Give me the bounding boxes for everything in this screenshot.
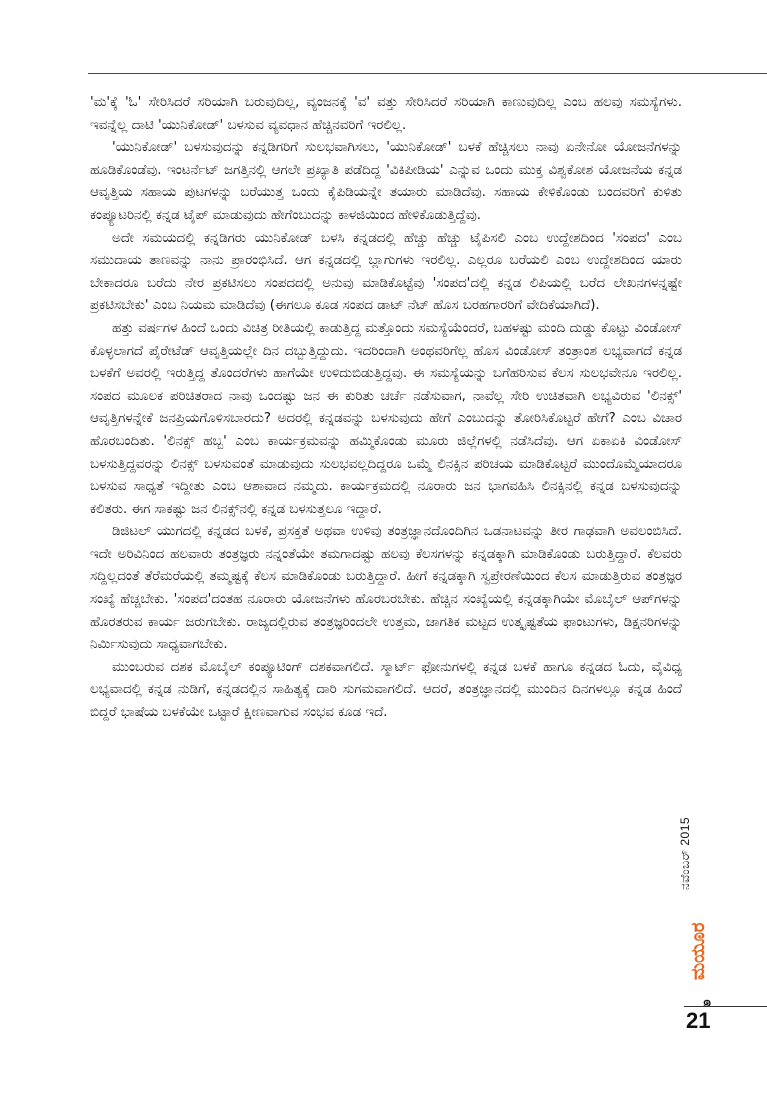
magazine-logo: ಮಯೂರ [688,922,709,980]
page-number: 21 [686,1008,711,1033]
paragraph: 'ಯುನಿಕೋಡ್' ಬಳಸುವುದನ್ನು ಕನ್ನಡಿಗರಿಗೆ ಸುಲಭವಾಗಿಸಲು, 'ಯುನಿಕೋಡ್' ಬಳಕೆ ಹೆಚ್ಚಿಸಲು ನಾವು ಏನೇನೋ ಯೋಜನೆಗಳನ್ನು ಹೂಡಿಕೊಂಡೆವು. ಇಂಟರ್ನೆಟ್ ಜಗತ್ತಿನಲ್ಲಿ ಆಗಲೇ ಪ್ರಖ್ಯಾತಿ ಪಡೆದಿದ್ದ 'ವಿಕಿಪೀಡಿಯ' ಎನ್ನುವ ಒಂದು ಮುಕ್ತ ವಿಶ್ವಕೋಶ ಯೋಜನೆಯ ಕನ್ನಡ ಆವೃತ್ತಿಯ ಸಹಾಯ ಪುಟಗಳನ್ನು ಬರೆಯುತ್ತ ಒಂದು ಕೈಪಿಡಿಯನ್ನೇ ತಯಾರು ಮಾಡಿದೆವು. ಸಹಾಯ ಕೇಳಿಕೊಂಡು ಬಂದವರಿಗೆ ಕುಳಿತು ಕಂಪ್ಯೂಟರಿನಲ್ಲಿ ಕನ್ನಡ ಟೈಪ್ ಮಾಡುವುದು ಹೇಗೆಂಬುದನ್ನು ಕಾಳಜಿಯಿಂದ ಹೇಳಿಕೊಡುತ್ತಿದ್ದೆವು. [90,140,682,223]
paragraph: ಡಿಜಿಟಲ್ ಯುಗದಲ್ಲಿ ಕನ್ನಡದ ಬಳಕೆ, ಪ್ರಸಕ್ತತೆ ಅಥವಾ ಉಳಿವು ತಂತ್ರಜ್ಞಾನದೊಂದಿಗಿನ ಒಡನಾಟವನ್ನು ತೀರ ಗಾಢವಾಗಿ ಅವಲಂಬಿಸಿದೆ. ಇದೇ ಅರಿವಿನಿಂದ ಹಲವಾರು ತಂತ್ರಜ್ಞರು ನನ್ನಂತೆಯೇ ತಮಗಾದಷ್ಟು ಹಲವು ಕೆಲಸಗಳನ್ನು ಕನ್ನಡಕ್ಕಾಗಿ ಮಾಡಿಕೊಂಡು ಬರುತ್ತಿದ್ದಾರೆ. ಕೆಲವರು ಸದ್ದಿಲ್ಲದಂತೆ ತೆರೆಮರೆಯಲ್ಲಿ ತಮ್ಮಷ್ಟಕ್ಕೆ ಕೆಲಸ ಮಾಡಿಕೊಂಡು ಬರುತ್ತಿದ್ದಾರೆ. ಹೀಗೆ ಕನ್ನಡಕ್ಕಾಗಿ ಸ್ವಪ್ರೇರಣೆಯಿಂದ ಕೆಲಸ ಮಾಡುತ್ತಿರುವ ತಂತ್ರಜ್ಞರ ಸಂಖ್ಯೆ ಹೆಚ್ಚಬೇಕು. 'ಸಂಪದ'ದಂತಹ ನೂರಾರು ಯೋಜನೆಗಳು ಹೊರಬರಬೇಕು. ಹೆಚ್ಚಿನ ಸಂಖ್ಯೆಯಲ್ಲಿ ಕನ್ನಡಕ್ಕಾಗಿಯೇ ಮೊಬೈಲ್ ಆಪ್‌ಗಳನ್ನು ಹೊರತರುವ ಕಾರ್ಯ ಜರುಗಬೇಕು. ರಾಜ್ಯದಲ್ಲಿರುವ ತಂತ್ರಜ್ಞರಿಂದಲೇ ಉತ್ತಮ, ಜಾಗತಿಕ ಮಟ್ಟದ ಉತ್ಕೃಷ್ಟತೆಯ ಫಾಂಟುಗಳು, ಡಿಕ್ಷನರಿಗಳನ್ನು ನಿರ್ಮಿಸುವುದು ಸಾಧ್ಯವಾಗಬೇಕು. [90,524,682,653]
issue-date: ನವೆಂಬರ್ 2015 [678,816,692,890]
paragraph: 'ಮ'ಕ್ಕೆ 'ಓ' ಸೇರಿಸಿದರೆ ಸರಿಯಾಗಿ ಬರುವುದಿಲ್ಲ, ವ್ಯಂಜನಕ್ಕೆ 'ವ' ವತ್ತು ಸೇರಿಸಿದರೆ ಸರಿಯಾಗಿ ಕಾಣುವುದಿಲ್ಲ ಎಂಬ ಹಲವು ಸಮಸ್ಯೆಗಳು. ಇವನ್ನೆಲ್ಲ ದಾಟಿ 'ಯುನಿಕೋಡ್' ಬಳಸುವ ವ್ಯವಧಾನ ಹೆಚ್ಚಿನವರಿಗೆ ಇರಲಿಲ್ಲ. [90,95,682,133]
article-body [90,92,682,725]
header-rule [88,73,767,74]
paragraph: ಅದೇ ಸಮಯದಲ್ಲಿ ಕನ್ನಡಿಗರು ಯುನಿಕೋಡ್ ಬಳಸಿ ಕನ್ನಡದಲ್ಲಿ ಹೆಚ್ಚು ಹೆಚ್ಚು ಟೈಪಿಸಲಿ ಎಂಬ ಉದ್ದೇಶದಿಂದ 'ಸಂಪದ' ಎಂಬ ಸಮುದಾಯ ತಾಣವನ್ನು ನಾನು ಪ್ರಾರಂಭಿಸಿದೆ. ಆಗ ಕನ್ನಡದಲ್ಲಿ ಬ್ಲಾಗುಗಳು ಇರಲಿಲ್ಲ. ಎಲ್ಲರೂ ಬರೆಯಲಿ ಎಂಬ ಉದ್ದೇಶದಿಂದ ಯಾರು ಬೇಕಾದರೂ ಬರೆದು ನೇರ ಪ್ರಕಟಿಸಲು ಸಂಪದದಲ್ಲಿ ಅನುವು ಮಾಡಿಕೊಟ್ಟೆವು 'ಸಂಪದ'ದಲ್ಲಿ ಕನ್ನಡ ಲಿಪಿಯಲ್ಲಿ ಬರೆದ ಲೇಖನಗಳನ್ನಷ್ಟೇ ಪ್ರಕಟಿಸಬೇಕು' ಎಂಬ ನಿಯಮ ಮಾಡಿದೆವು (ಈಗಲೂ ಕೂಡ ಸಂಪದ ಡಾಟ್ ನೆಟ್ ಹೊಸ ಬರಹಗಾರರಿಗೆ ವೇದಿಕೆಯಾಗಿದೆ). [90,230,682,314]
spiral-ornament-icon: ๑ [702,992,713,1011]
paragraph: ಮುಂಬರುವ ದಶಕ ಮೊಬೈಲ್ ಕಂಪ್ಯೂಟಿಂಗ್ ದಶಕವಾಗಲಿದೆ. ಸ್ಮಾರ್ಟ್ ಫೋನುಗಳಲ್ಲಿ ಕನ್ನಡ ಬಳಕೆ ಹಾಗೂ ಕನ್ನಡದ ಓದು, ವೈವಿಧ್ಯ ಲಭ್ಯವಾದಲ್ಲಿ ಕನ್ನಡ ನುಡಿಗೆ, ಕನ್ನಡದಲ್ಲಿನ ಸಾಹಿತ್ಯಕ್ಕೆ ದಾರಿ ಸುಗಮವಾಗಲಿದೆ. ಆದರೆ, ತಂತ್ರಜ್ಞಾನದಲ್ಲಿ ಮುಂದಿನ ದಿನಗಳಲ್ಲೂ ಕನ್ನಡ ಹಿಂದೆ ಬಿದ್ದರೆ ಭಾಷೆಯ ಬಳಕೆಯೇ ಒಟ್ಟಾರೆ ಕ್ಷೀಣವಾಗುವ ಸಂಭವ ಕೂಡ ಇದೆ. [90,659,682,721]
paragraph: ಹತ್ತು ವರ್ಷಗಳ ಹಿಂದೆ ಒಂದು ವಿಚಿತ್ರ ರೀತಿಯಲ್ಲಿ ಕಾಡುತ್ತಿದ್ದ ಮತ್ತೊಂದು ಸಮಸ್ಯೆಯೆಂದರೆ, ಬಹಳಷ್ಟು ಮಂದಿ ದುಡ್ಡು ಕೊಟ್ಟು ವಿಂಡೋಸ್ ಕೊಳ್ಳಲಾಗದೆ ಪೈರೇಟೆಡ್ ಆವೃತ್ತಿಯಲ್ಲೇ ದಿನ ದಬ್ಬುತ್ತಿದ್ದುದು. ಇದರಿಂದಾಗಿ ಅಂಥವರಿಗೆಲ್ಲ ಹೊಸ ವಿಂಡೋಸ್ ತಂತ್ರಾಂಶ ಲಭ್ಯವಾಗದೆ ಕನ್ನಡ ಬಳಕೆಗೆ ಅವರಲ್ಲಿ ಇರುತ್ತಿದ್ದ ತೊಂದರೆಗಳು ಹಾಗೆಯೇ ಉಳಿದುಬಿಡುತ್ತಿದ್ದವು. ಈ ಸಮಸ್ಯೆಯನ್ನು ಬಗೆಹರಿಸುವ ಕೆಲಸ ಸುಲಭವೇನೂ ಇರಲಿಲ್ಲ. ಸಂಪದ ಮೂಲಕ ಪರಿಚಿತರಾದ ನಾವು ಒಂದಷ್ಟು ಜನ ಈ ಕುರಿತು ಚರ್ಚೆ ನಡೆಸುವಾಗ, ನಾವೆಲ್ಲ ಸೇರಿ ಉಚಿತವಾಗಿ ಲಭ್ಯವಿರುವ 'ಲಿನಕ್ಸ್' ಆವೃತ್ತಿಗಳನ್ನೇಕೆ ಜನಪ್ರಿಯಗೊಳಿಸಬಾರದು? ಅದರಲ್ಲಿ ಕನ್ನಡವನ್ನು ಬಳಸುವುದು ಹೇಗೆ ಎಂಬುದನ್ನು ತೋರಿಸಿಕೊಟ್ಟರೆ ಹೇಗೆ? ಎಂಬ ವಿಚಾರ ಹೊರಬಂದಿತು. 'ಲಿನಕ್ಸ್ ಹಬ್ಬ' ಎಂಬ ಕಾರ್ಯಕ್ರಮವನ್ನು ಹಮ್ಮಿಕೊಂಡು ಮೂರು ಜಿಲ್ಲೆಗಳಲ್ಲಿ ನಡೆಸಿದೆವು. ಆಗ ಏಕಾಏಕಿ ವಿಂಡೋಸ್ ಬಳಸುತ್ತಿದ್ದವರನ್ನು ಲಿನಕ್ಸ್ ಬಳಸುವಂತೆ ಮಾಡುವುದು ಸುಲಭವಲ್ಲದಿದ್ದರೂ ಒಮ್ಮೆ ಲಿನಕ್ಸಿನ ಪರಿಚಯ ಮಾಡಿಕೊಟ್ಟರೆ ಮುಂದೊಮ್ಮೆಯಾದರೂ ಬಳಸುವ ಸಾಧ್ಯತೆ ಇದ್ದೀತು ಎಂಬ ಆಶಾವಾದ ನಮ್ಮದು. ಕಾರ್ಯಕ್ರಮದಲ್ಲಿ ನೂರಾರು ಜನ ಭಾಗವಹಿಸಿ ಲಿನಕ್ಸಿನಲ್ಲಿ ಕನ್ನಡ ಬಳಸುವುದನ್ನು ಕಲಿತರು. ಈಗ ಸಾಕಷ್ಟು ಜನ ಲಿನಕ್ಸ್‌ನಲ್ಲಿ ಕನ್ನಡ ಬಳಸುತ್ತಲೂ ಇದ್ದಾರೆ. [90,320,682,517]
folio-rule [684,1006,767,1007]
